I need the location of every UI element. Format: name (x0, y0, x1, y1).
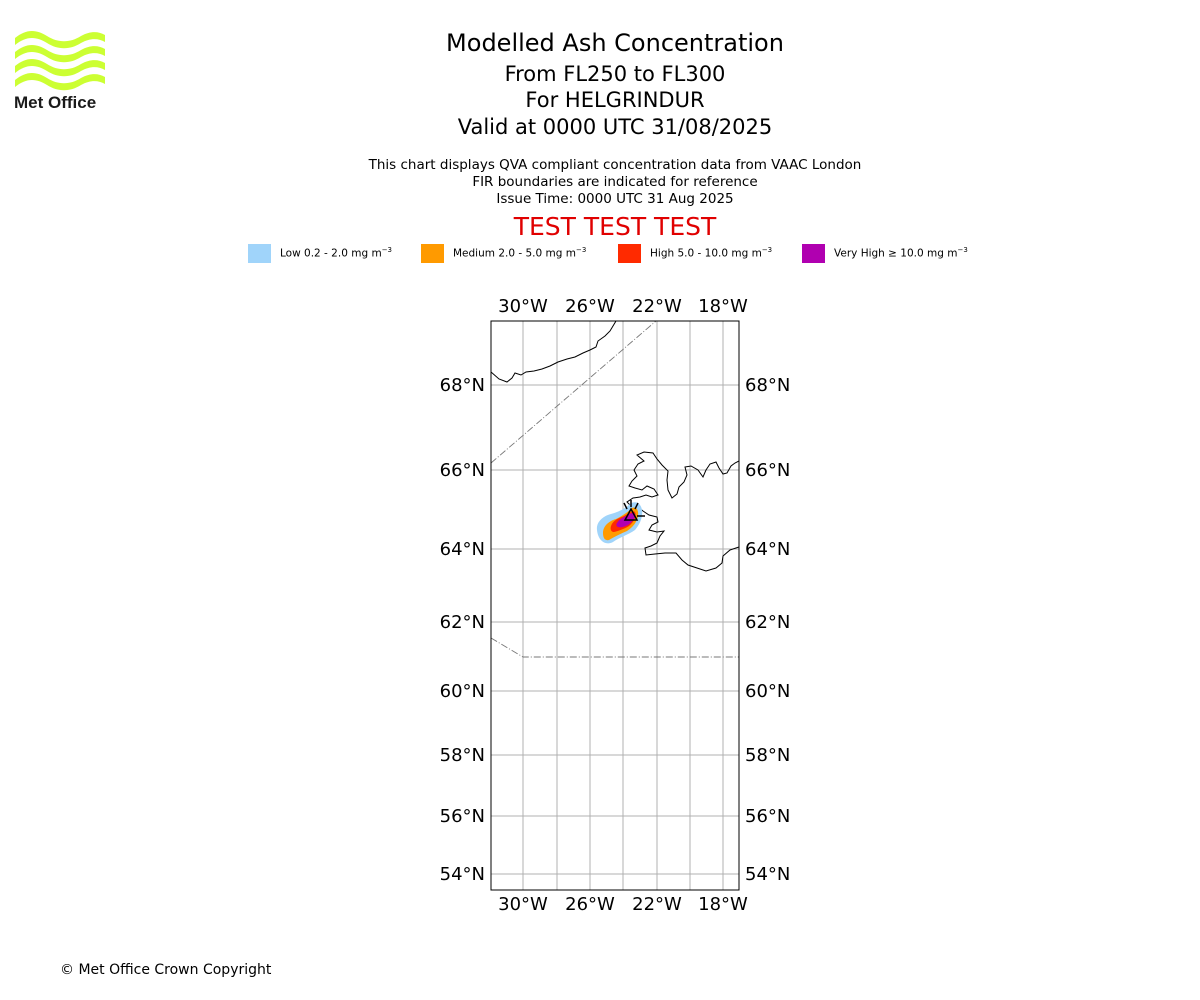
lat-label-right-60n: 60°N (745, 681, 791, 702)
info-line-qva: This chart displays QVA compliant concentration data from VAAC London (368, 157, 862, 173)
greenland-coastline (491, 321, 616, 382)
lon-label-top-18w: 18°W (698, 296, 748, 317)
lat-label-left-56n: 56°N (439, 806, 485, 827)
lat-label-left-60n: 60°N (439, 681, 485, 702)
lat-label-left-62n: 62°N (439, 612, 485, 633)
lat-label-left-58n: 58°N (439, 745, 485, 766)
legend-label-low: Low 0.2 - 2.0 mg $m^{-3}$ (280, 246, 393, 260)
lat-label-left-68n: 68°N (439, 375, 485, 396)
lat-label-right-56n: 56°N (745, 806, 791, 827)
info-line-fir: FIR boundaries are indicated for reference (472, 174, 758, 190)
legend-label-high: High 5.0 - 10.0 mg $m^{-3}$ (650, 246, 773, 260)
copyright-notice: © Met Office Crown Copyright (60, 962, 272, 978)
chart-title: Modelled Ash Concentration (446, 29, 784, 57)
legend-label-very-high: Very High ≥ 10.0 mg $m^{-3}$ (834, 246, 968, 260)
test-banner: TEST TEST TEST (513, 212, 717, 241)
lat-label-right-58n: 58°N (745, 745, 791, 766)
lat-label-right-66n: 66°N (745, 460, 791, 481)
lat-label-left-54n: 54°N (439, 864, 485, 885)
gridlines (491, 321, 739, 890)
logo-text: Met Office (14, 93, 97, 112)
lon-label-bottom-22w: 22°W (632, 894, 682, 915)
lat-label-left-64n: 64°N (439, 539, 485, 560)
lat-label-right-54n: 54°N (745, 864, 791, 885)
lon-label-top-22w: 22°W (632, 296, 682, 317)
lon-label-bottom-18w: 18°W (698, 894, 748, 915)
legend-label-medium: Medium 2.0 - 5.0 mg $m^{-3}$ (453, 246, 587, 260)
flight-level-range: From FL250 to FL300 (504, 62, 726, 86)
lon-label-bottom-26w: 26°W (565, 894, 615, 915)
volcano-name: For HELGRINDUR (525, 88, 705, 112)
lat-label-right-64n: 64°N (745, 539, 791, 560)
lat-label-left-66n: 66°N (439, 460, 485, 481)
valid-time: Valid at 0000 UTC 31/08/2025 (457, 115, 773, 139)
lon-label-top-30w: 30°W (498, 296, 548, 317)
lon-label-top-26w: 26°W (565, 296, 615, 317)
lat-label-right-68n: 68°N (745, 375, 791, 396)
map-frame (491, 321, 739, 890)
issue-time: Issue Time: 0000 UTC 31 Aug 2025 (496, 191, 734, 207)
lon-label-bottom-30w: 30°W (498, 894, 548, 915)
lat-label-right-62n: 62°N (745, 612, 791, 633)
